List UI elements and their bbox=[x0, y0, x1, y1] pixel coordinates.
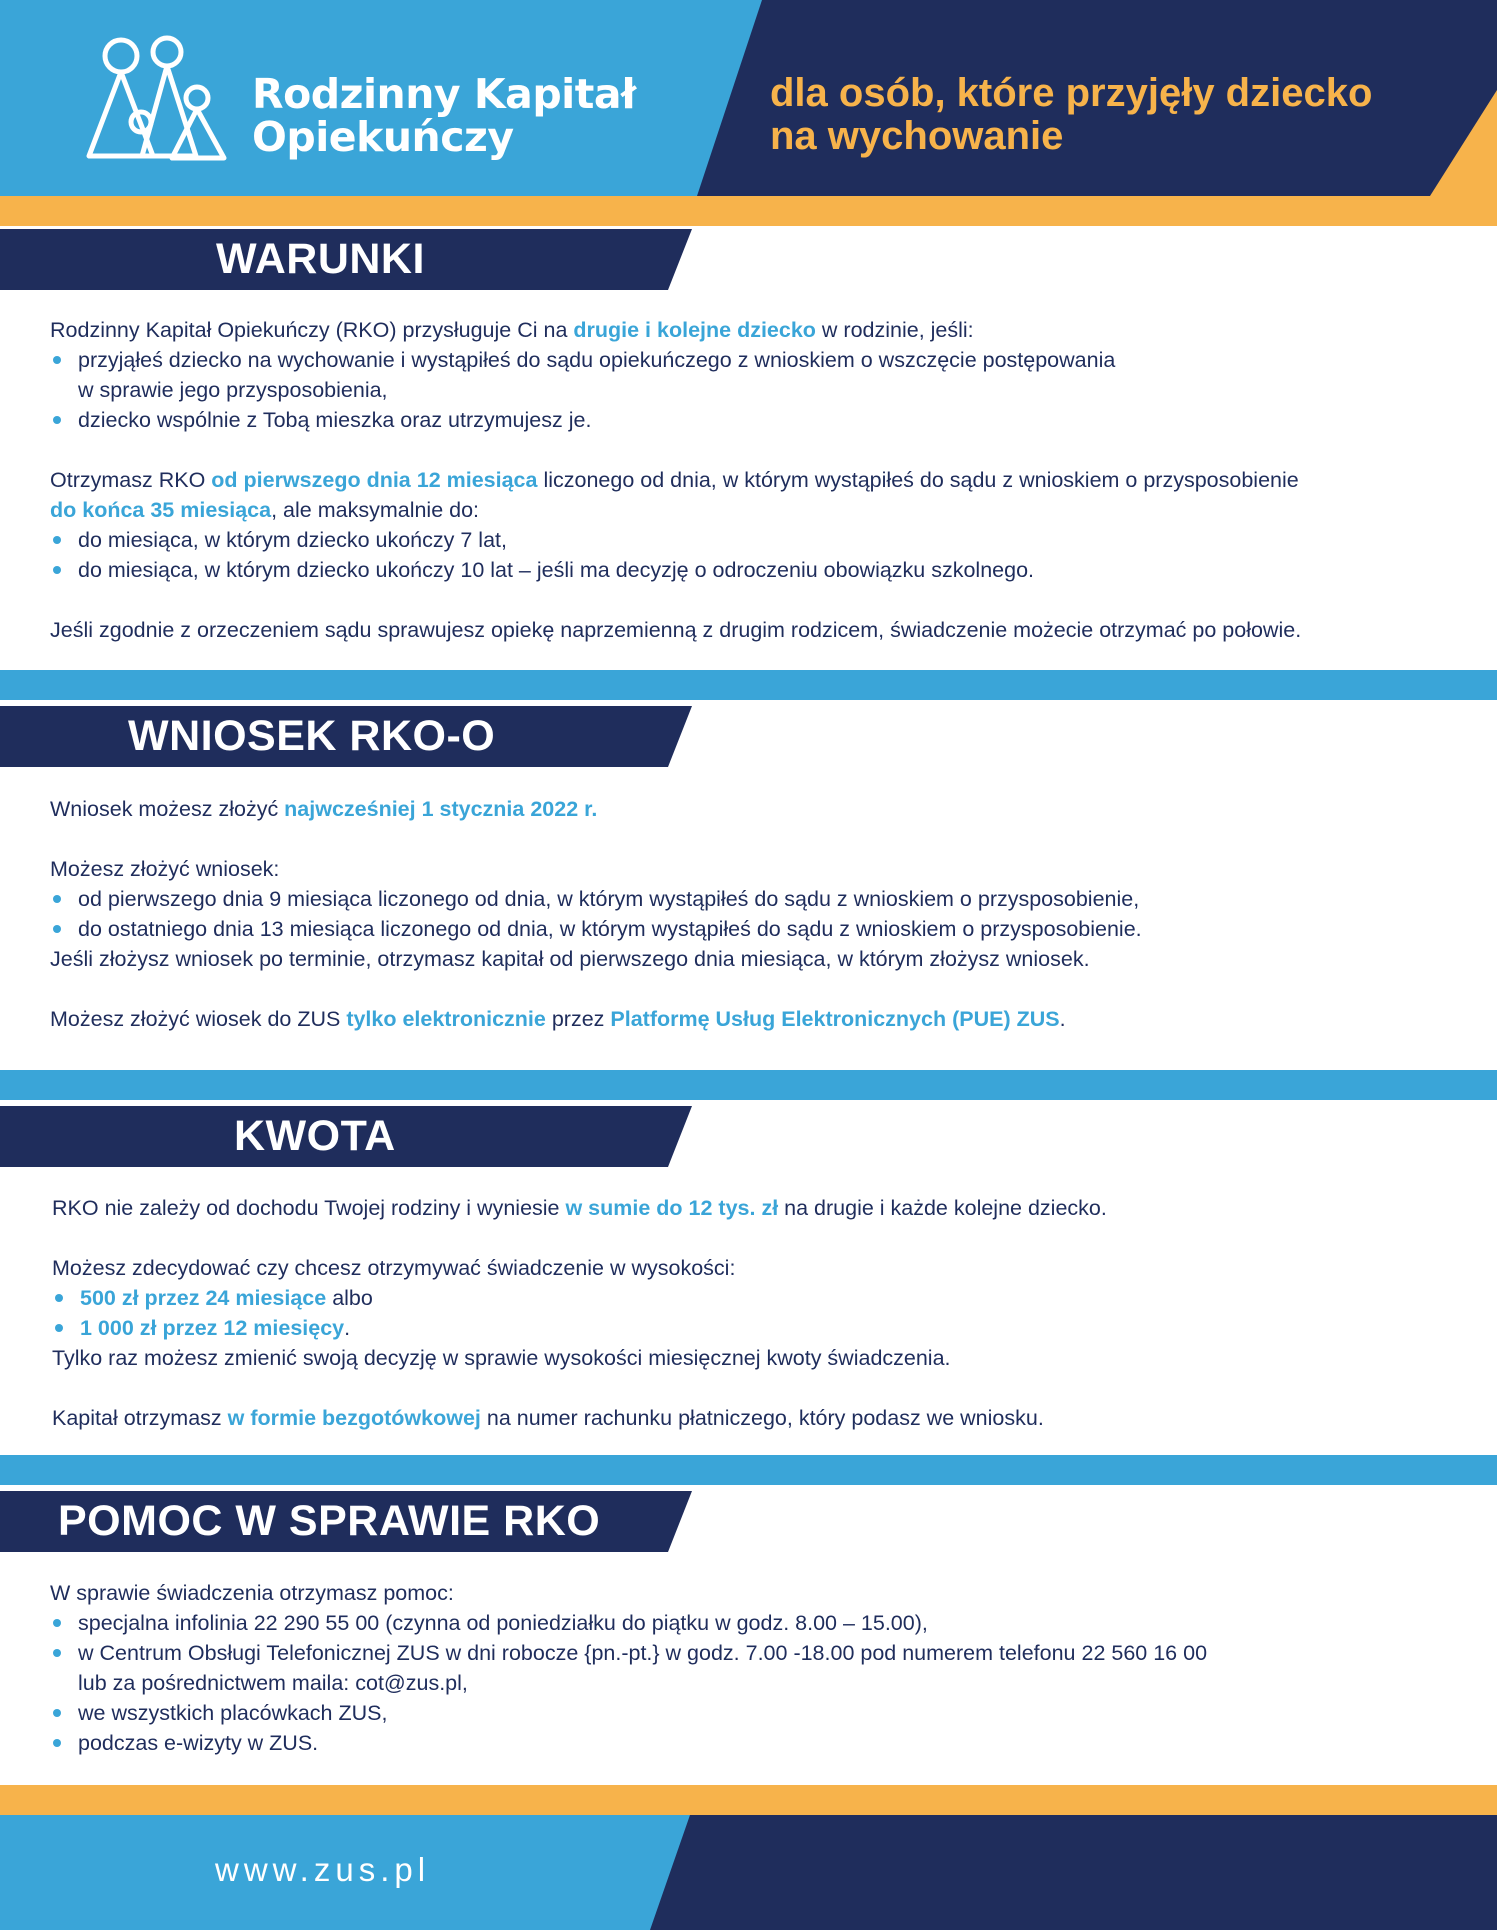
section-title-warunki: WARUNKI bbox=[216, 235, 425, 283]
kwota-intro: RKO nie zależy od dochodu Twojej rodziny i wyniesie w sumie do 12 tys. zł na drugie i każde kolejne dziecko. bbox=[52, 1196, 1107, 1220]
list-item-continuation: w sprawie jego przysposobienia, bbox=[78, 378, 388, 402]
list-item: do ostatniego dnia 13 miesiąca liczonego od dnia, w którym wystąpiłeś do sądu z wnioskiem o przysposobienie. bbox=[50, 914, 1450, 944]
footer-url[interactable]: www.zus.pl bbox=[215, 1851, 431, 1888]
list-item: do miesiąca, w którym dziecko ukończy 7 lat, bbox=[50, 525, 1450, 555]
list-item: podczas e-wizyty w ZUS. bbox=[50, 1728, 1450, 1758]
divider-bar bbox=[0, 1070, 1497, 1100]
kwota-change: Tylko raz możesz zmienić swoją decyzję w sprawie wysokości miesięcznej kwoty świadczenia. bbox=[52, 1346, 951, 1370]
list-item: specjalna infolinia 22 290 55 00 (czynna od poniedziałku do piątku w godz. 8.00 – 15.00), bbox=[50, 1608, 1450, 1638]
pomoc-intro: W sprawie świadczenia otrzymasz pomoc: bbox=[50, 1581, 454, 1605]
brand-line-1: Rodzinny Kapitał bbox=[252, 70, 636, 118]
brand-title bbox=[252, 70, 636, 161]
list-item: w Centrum Obsługi Telefonicznej ZUS w dni robocze {pn.-pt.} w godz. 7.00 -18.00 pod numerem telefonu 22 560 16 00 bbox=[50, 1638, 1450, 1668]
section-kwota-body bbox=[52, 1193, 1452, 1433]
divider-bar bbox=[0, 670, 1497, 700]
brand-line-2: Opiekuńczy bbox=[252, 113, 514, 161]
list-item: we wszystkich placówkach ZUS, bbox=[50, 1698, 1450, 1728]
wniosek-when: Możesz złożyć wniosek: bbox=[50, 857, 280, 881]
section-title-kwota: KWOTA bbox=[234, 1112, 396, 1160]
divider-bar bbox=[0, 1455, 1497, 1485]
tagline bbox=[770, 72, 1372, 158]
family-icon bbox=[86, 34, 236, 162]
list-item: dziecko wspólnie z Tobą mieszka oraz utrzymujesz je. bbox=[50, 405, 1450, 435]
wniosek-late: Jeśli złożysz wniosek po terminie, otrzymasz kapitał od pierwszego dnia miesiąca, w którym złożysz wniosek. bbox=[50, 947, 1090, 971]
warunki-intro: Rodzinny Kapitał Opiekuńczy (RKO) przysługuje Ci na drugie i kolejne dziecko w rodzinie, jeśli: bbox=[50, 318, 974, 342]
pue-link[interactable]: Platformę Usług Elektronicznych (PUE) ZUS bbox=[610, 1007, 1060, 1031]
wniosek-earliest: Wniosek możesz złożyć najwcześniej 1 stycznia 2022 r. bbox=[50, 797, 598, 821]
list-item: 1 000 zł przez 12 miesięcy. bbox=[52, 1313, 1452, 1343]
section-warunki-body bbox=[50, 315, 1450, 645]
warunki-shared-custody: Jeśli zgodnie z orzeczeniem sądu sprawujesz opiekę naprzemienną z drugim rodzicem, świadczenie możecie otrzymać po połowie. bbox=[50, 618, 1302, 642]
kwota-payment: Kapitał otrzymasz w formie bezgotówkowej na numer rachunku płatniczego, który podasz we wniosku. bbox=[52, 1406, 1044, 1430]
warunki-period: Otrzymasz RKO od pierwszego dnia 12 miesiąca liczonego od dnia, w którym wystąpiłeś do sądu z wnioskiem o przysposobienie bbox=[50, 468, 1299, 492]
list-item-continuation: lub za pośrednictwem maila: cot@zus.pl, bbox=[78, 1671, 468, 1695]
list-item: do miesiąca, w którym dziecko ukończy 10 lat – jeśli ma decyzję o odroczeniu obowiązku szkolnego. bbox=[50, 555, 1450, 585]
section-pomoc-body bbox=[50, 1578, 1450, 1758]
section-wniosek-body bbox=[50, 794, 1450, 1034]
tagline-line-1: dla osób, które przyjęły dziecko bbox=[770, 71, 1373, 115]
warunki-period-cont: do końca 35 miesiąca, ale maksymalnie do: bbox=[50, 498, 480, 522]
list-item: 500 zł przez 24 miesiące albo bbox=[52, 1283, 1452, 1313]
list-item: przyjąłeś dziecko na wychowanie i wystąpiłeś do sądu opiekuńczego z wnioskiem o wszczęcie postępowania bbox=[50, 345, 1450, 375]
wniosek-how: Możesz złożyć wiosek do ZUS tylko elektronicznie przez Platformę Usług Elektronicznych (PUE) ZUS. bbox=[50, 1007, 1066, 1031]
section-title-wniosek: WNIOSEK RKO-O bbox=[128, 712, 496, 760]
section-title-pomoc: POMOC W SPRAWIE RKO bbox=[58, 1497, 601, 1545]
kwota-choice: Możesz zdecydować czy chcesz otrzymywać świadczenie w wysokości: bbox=[52, 1256, 736, 1280]
list-item: od pierwszego dnia 9 miesiąca liczonego od dnia, w którym wystąpiłeś do sądu z wnioskiem o przysposobienie, bbox=[50, 884, 1450, 914]
tagline-line-2: na wychowanie bbox=[770, 114, 1064, 158]
highlight-second-child: drugie i kolejne dziecko bbox=[573, 318, 816, 342]
